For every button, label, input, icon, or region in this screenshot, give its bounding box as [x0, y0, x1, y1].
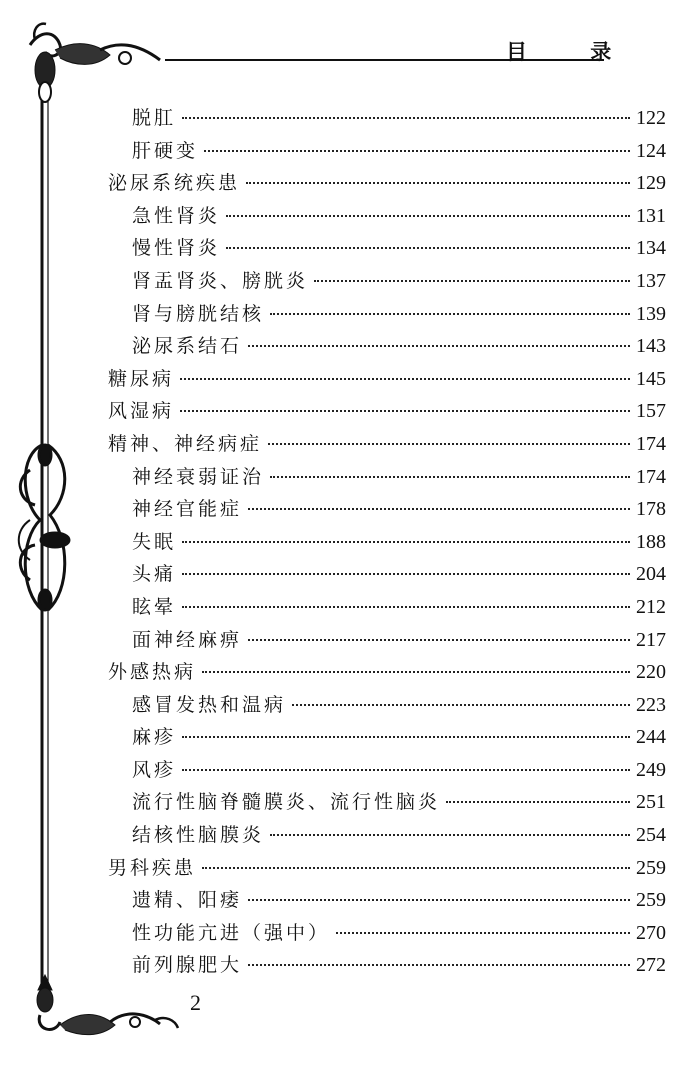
toc-entry-title: 糖尿病: [108, 367, 175, 390]
dot-leader: [314, 280, 630, 282]
toc-subsection-entry[interactable]: [108, 299, 666, 332]
toc-subsection-entry[interactable]: [108, 233, 666, 266]
dot-leader: [180, 410, 630, 412]
toc-entry-page-number: 254: [636, 824, 666, 847]
toc-entry-page-number: 178: [636, 498, 666, 521]
toc-subsection-entry[interactable]: [108, 722, 666, 755]
toc-subsection-entry[interactable]: [108, 690, 666, 723]
toc-entry-page-number: 223: [636, 693, 666, 716]
toc-entry-page-number: 122: [636, 107, 666, 129]
toc-subsection-entry[interactable]: [108, 950, 666, 983]
dot-leader: [270, 313, 630, 315]
dot-leader: [248, 899, 630, 901]
toc-entry-title: 前列腺肥大: [132, 954, 243, 977]
toc-entry-title: 外感热病: [108, 661, 197, 684]
toc-entry-title: 眩晕: [132, 595, 177, 618]
toc-subsection-entry[interactable]: [108, 787, 666, 820]
toc-entry-page-number: 143: [636, 335, 666, 358]
toc-entry-title: 麻疹: [132, 726, 177, 749]
toc-entry-title: 神经官能症: [132, 498, 243, 521]
toc-section-entry[interactable]: [108, 429, 666, 462]
toc-entry-title: 急性肾炎: [132, 204, 221, 227]
dot-leader: [270, 476, 630, 478]
toc-entry-title: 肾与膀胱结核: [132, 302, 265, 325]
toc-section-entry[interactable]: [108, 657, 666, 690]
toc-entry-page-number: 145: [636, 367, 666, 390]
toc-section-entry[interactable]: [108, 364, 666, 397]
toc-entry-page-number: 204: [636, 563, 666, 586]
toc-entry-title: 精神、神经病症: [108, 432, 263, 455]
dot-leader: [248, 508, 630, 510]
dot-leader: [270, 834, 630, 836]
toc-entry-page-number: 212: [636, 595, 666, 618]
toc-entry-title: 风湿病: [108, 400, 175, 423]
dot-leader: [204, 150, 630, 152]
dot-leader: [182, 606, 630, 608]
toc-entry-title: 泌尿系结石: [132, 335, 243, 358]
toc-subsection-entry[interactable]: [108, 266, 666, 299]
dot-leader: [182, 541, 630, 543]
toc-entry-title: 流行性脑脊髓膜炎、流行性脑炎: [132, 791, 441, 814]
middle-ornament: [19, 445, 69, 610]
toc-subsection-entry[interactable]: [108, 136, 666, 169]
toc-section-entry[interactable]: [108, 853, 666, 886]
toc-entry-title: 遗精、阳痿: [132, 889, 243, 912]
toc-section-entry[interactable]: [108, 168, 666, 201]
running-header-title: 目 录: [506, 39, 640, 64]
dot-leader: [202, 671, 630, 673]
toc-entry-title: 泌尿系统疾患: [108, 172, 241, 195]
toc-subsection-entry[interactable]: [108, 462, 666, 495]
toc-entry-page-number: 188: [636, 530, 666, 553]
toc-entry-page-number: 139: [636, 302, 666, 325]
toc-entry-title: 慢性肾炎: [132, 237, 221, 260]
toc-entry-title: 肝硬变: [132, 139, 199, 162]
dot-leader: [226, 247, 630, 249]
corner-ornament-bottom: [37, 975, 178, 1035]
toc-subsection-entry[interactable]: [108, 559, 666, 592]
toc-entry-page-number: 157: [636, 400, 666, 423]
page-number: 2: [190, 990, 201, 1015]
toc-entry-title: 感冒发热和温病: [132, 693, 287, 716]
toc-entry-page-number: 174: [636, 465, 666, 488]
toc-entry-page-number: 217: [636, 628, 666, 651]
toc-entry-page-number: 131: [636, 204, 666, 227]
toc-subsection-entry[interactable]: [108, 494, 666, 527]
toc-entry-page-number: 270: [636, 921, 666, 944]
dot-leader: [248, 964, 630, 966]
dot-leader: [446, 801, 630, 803]
toc-entry-page-number: 244: [636, 726, 666, 749]
toc-entry-page-number: 134: [636, 237, 666, 260]
table-of-contents: [108, 103, 666, 983]
toc-subsection-entry[interactable]: [108, 103, 666, 136]
toc-subsection-entry[interactable]: [108, 820, 666, 853]
toc-section-entry[interactable]: [108, 396, 666, 429]
toc-subsection-entry[interactable]: [108, 755, 666, 788]
toc-entry-page-number: 272: [636, 954, 666, 977]
toc-entry-page-number: 129: [636, 172, 666, 195]
dot-leader: [268, 443, 630, 445]
toc-entry-page-number: 174: [636, 432, 666, 455]
toc-subsection-entry[interactable]: [108, 527, 666, 560]
toc-entry-page-number: 259: [636, 889, 666, 912]
toc-subsection-entry[interactable]: [108, 918, 666, 951]
dot-leader: [292, 704, 630, 706]
toc-subsection-entry[interactable]: [108, 885, 666, 918]
toc-entry-title: 神经衰弱证治: [132, 465, 265, 488]
dot-leader: [202, 867, 630, 869]
toc-entry-title: 风疹: [132, 758, 177, 781]
dot-leader: [248, 345, 630, 347]
toc-subsection-entry[interactable]: [108, 331, 666, 364]
dot-leader: [182, 117, 630, 119]
toc-entry-title: 失眠: [132, 530, 177, 553]
dot-leader: [246, 182, 630, 184]
toc-entry-title: 脱肛: [132, 107, 177, 129]
toc-entry-page-number: 251: [636, 791, 666, 814]
dot-leader: [182, 736, 630, 738]
toc-entry-title: 面神经麻痹: [132, 628, 243, 651]
toc-entry-title: 性功能亢进（强中）: [132, 921, 331, 944]
toc-entry-title: 头痛: [132, 563, 177, 586]
toc-entry-title: 男科疾患: [108, 856, 197, 879]
toc-subsection-entry[interactable]: [108, 592, 666, 625]
dot-leader: [226, 215, 630, 217]
dot-leader: [182, 769, 630, 771]
toc-subsection-entry[interactable]: [108, 625, 666, 658]
toc-subsection-entry[interactable]: [108, 201, 666, 234]
toc-entry-page-number: 259: [636, 856, 666, 879]
toc-entry-title: 结核性脑膜炎: [132, 824, 265, 847]
toc-entry-page-number: 249: [636, 758, 666, 781]
toc-entry-page-number: 220: [636, 661, 666, 684]
toc-entry-title: 肾盂肾炎、膀胱炎: [132, 269, 309, 292]
corner-ornament-top: [30, 24, 160, 102]
toc-entry-page-number: 137: [636, 269, 666, 292]
dot-leader: [336, 932, 630, 934]
dot-leader: [180, 378, 630, 380]
toc-entry-page-number: 124: [636, 139, 666, 162]
dot-leader: [182, 573, 630, 575]
dot-leader: [248, 639, 630, 641]
